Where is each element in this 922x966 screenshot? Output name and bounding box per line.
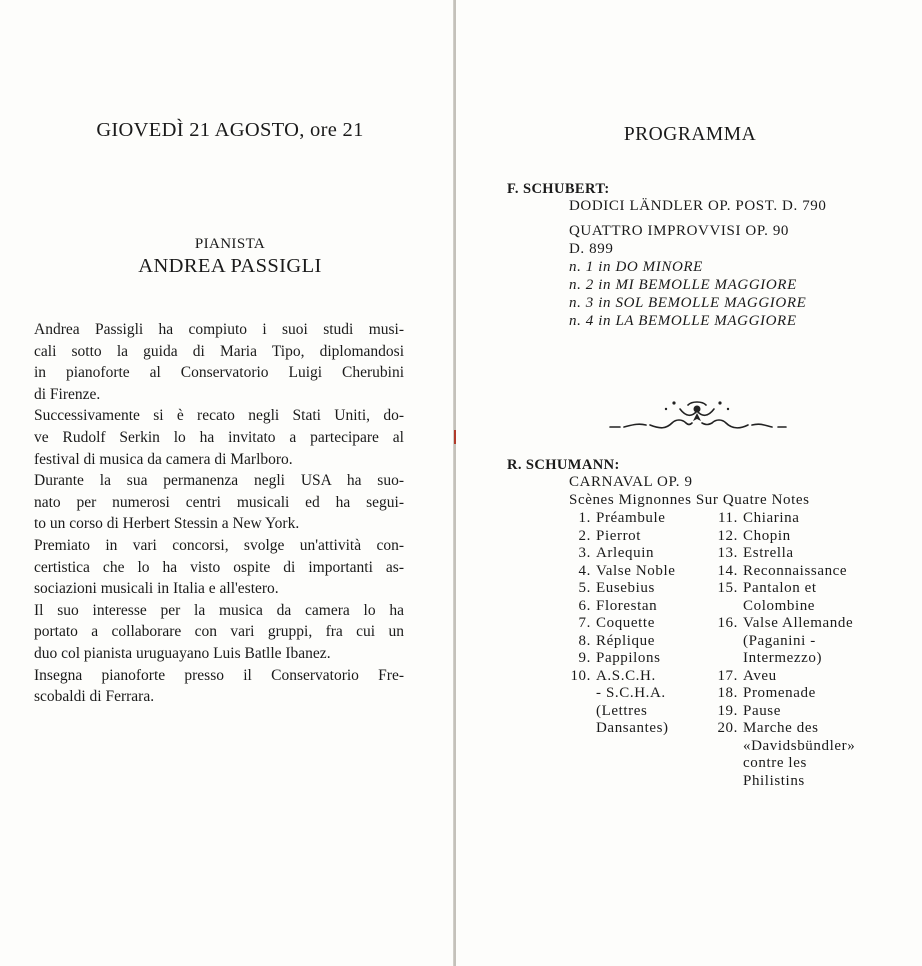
piece-number: 14. [717,562,738,579]
program-title: PROGRAMMA [623,124,757,145]
piece-title: Préambule [596,510,666,526]
piece-title: Philistins [743,772,805,789]
bio-line: in pianoforte al Conservatorio Luigi Cherubini [34,364,404,382]
carnaval-piece-line [706,598,876,616]
piece-number: 8. [578,632,591,649]
carnaval-piece-line [706,615,876,633]
piece-number: 3. [578,545,591,561]
piece-number: 20. [717,720,738,736]
carnaval-piece-line [706,755,876,773]
piece-number: 15. [717,580,738,596]
piece-title: Marche des [743,720,819,736]
bio-line: festival di musica da camera di Marlboro. [34,450,293,468]
bio-line: di Firenze. [34,385,101,403]
piece-title: Pierrot [596,527,642,544]
movement-item: n. 1 in DO MINORE [569,259,703,275]
piece-number: 11. [718,510,738,526]
piece-number [706,633,738,651]
piece-number [559,685,591,703]
carnaval-piece-line [706,685,876,703]
biography-text [34,319,404,708]
work-quattro-improvvisi-catalog: D. 899 [569,241,614,257]
piece-number: 16. [717,615,738,631]
piece-number [706,598,738,616]
decorative-flourish-icon [602,395,792,437]
work-quattro-improvvisi: QUATTRO IMPROVVISI OP. 90 [569,223,790,239]
carnaval-piece-line [706,668,876,686]
piece-title: Estrella [743,545,794,561]
piece-title: Intermezzo) [743,650,823,666]
composer-schumann: R. SCHUMANN: [507,457,620,473]
work-dodici-landler: DODICI LÄNDLER OP. POST. D. 790 [569,198,827,214]
carnaval-piece-line [706,650,876,668]
piece-title: Promenade [743,685,816,701]
piece-number: 18. [717,685,738,701]
piece-number: 12. [717,527,738,544]
concert-date-title: GIOVEDÌ 21 AGOSTO, ore 21 [96,119,364,141]
piece-title: Valse Allemande [743,615,854,631]
piece-number: 17. [717,667,738,684]
carnaval-piece-line [559,633,719,651]
carnaval-piece-line [559,545,719,563]
carnaval-piece-line [706,703,876,721]
pianist-name: ANDREA PASSIGLI [138,255,322,277]
bio-line: ve Rudolf Serkin lo ha invitato a partecipare al [34,428,404,446]
piece-title: Pantalon et [743,580,817,596]
piece-title: Pappilons [596,650,661,666]
carnaval-piece-line [559,510,719,528]
piece-number [706,773,738,791]
piece-number: 2. [578,527,591,544]
piece-title: Pause [743,702,781,719]
carnaval-piece-line [559,703,719,721]
carnaval-piece-line [706,510,876,528]
piece-title: Aveu [743,667,777,684]
carnaval-piece-line [559,563,719,581]
carnaval-piece-line [706,738,876,756]
carnaval-piece-line [559,580,719,598]
bio-line: Andrea Passigli ha compiuto i suoi studi musi- [34,321,404,338]
bio-line: Premiato in vari concorsi, svolge un'attività con- [34,536,404,554]
piece-title: Dansantes) [596,720,669,736]
piece-number [559,703,591,721]
piece-title: Arlequin [596,545,655,561]
bio-line: Durante la sua permanenza negli USA ha suo- [34,472,404,490]
piece-number [706,755,738,773]
bio-line: Successivamente si è recato negli Stati Uniti, do- [34,407,404,425]
carnaval-piece-line [706,545,876,563]
work-carnaval: CARNAVAL OP. 9 [569,474,693,490]
piece-title: Eusebius [596,580,655,596]
bio-line: Insegna pianoforte presso il Conservatorio Fre- [34,666,404,684]
piece-number: 19. [717,702,738,719]
piece-number: 1. [578,510,591,526]
piece-number: 4. [578,562,591,579]
bio-line: certistica che lo ha visto ospite di importanti as- [34,558,404,576]
carnaval-piece-line [559,598,719,616]
carnaval-piece-line [559,650,719,668]
piece-title: Florestan [596,597,658,614]
piece-title: Chopin [743,527,791,544]
piece-title: Réplique [596,632,655,649]
carnaval-piece-line [706,720,876,738]
piece-number: 10. [570,667,591,684]
piece-title: - S.C.H.A. [596,685,666,701]
movement-item: n. 2 in MI BEMOLLE MAGGIORE [569,277,797,293]
bio-line: to un corso di Herbert Stessin a New York. [34,515,300,533]
piece-title: (Paganini - [743,632,816,649]
carnaval-piece-line [559,615,719,633]
piece-title: Coquette [596,615,655,631]
carnaval-piece-line [706,528,876,546]
carnaval-piece-line [706,580,876,598]
bio-line: nato per numerosi centri musicali ed ha segui- [34,493,404,511]
piece-number: 7. [578,615,591,631]
piece-title: A.S.C.H. [596,667,656,684]
piece-number [706,738,738,756]
carnaval-piece-line [706,633,876,651]
piece-title: (Lettres [596,702,648,719]
piece-number [559,720,591,738]
bio-line: Il suo interesse per la musica da camera lo ha [34,601,404,619]
carnaval-piece-line [559,668,719,686]
piece-number: 5. [578,580,591,596]
piece-title: Chiarina [743,510,800,526]
piece-number: 9. [578,650,591,666]
piece-title: «Davidsbündler» [743,737,856,754]
carnaval-piece-line [706,773,876,791]
pianista-label: PIANISTA [194,236,266,252]
bio-line: duo col pianista uruguayano Luis Batlle Ibanez. [34,644,331,662]
carnaval-pieces-column-left [559,510,719,738]
carnaval-piece-line [706,563,876,581]
piece-number: 13. [717,545,738,561]
bio-line: sociazioni musicali in Italia e all'estero. [34,580,279,598]
piece-title: Reconnaissance [743,562,848,579]
carnaval-pieces-column-right [706,510,876,790]
composer-schubert: F. SCHUBERT: [507,181,610,197]
carnaval-subtitle: Scènes Mignonnes Sur Quatre Notes [569,492,810,508]
movement-item: n. 4 in LA BEMOLLE MAGGIORE [569,313,797,329]
piece-title: Valse Noble [596,562,676,579]
piece-title: contre les [743,755,807,771]
bio-line: scobaldi di Ferrara. [34,688,155,706]
bio-line: cali sotto la guida di Maria Tipo, diplomandosi [34,342,404,360]
piece-number: 6. [578,597,591,614]
carnaval-piece-line [559,685,719,703]
carnaval-piece-line [559,528,719,546]
bio-line: portato a collaborare con vari gruppi, fra cui un [34,623,404,641]
piece-title: Colombine [743,597,816,614]
carnaval-piece-line [559,720,719,738]
piece-number [706,650,738,668]
movement-item: n. 3 in SOL BEMOLLE MAGGIORE [569,295,807,311]
